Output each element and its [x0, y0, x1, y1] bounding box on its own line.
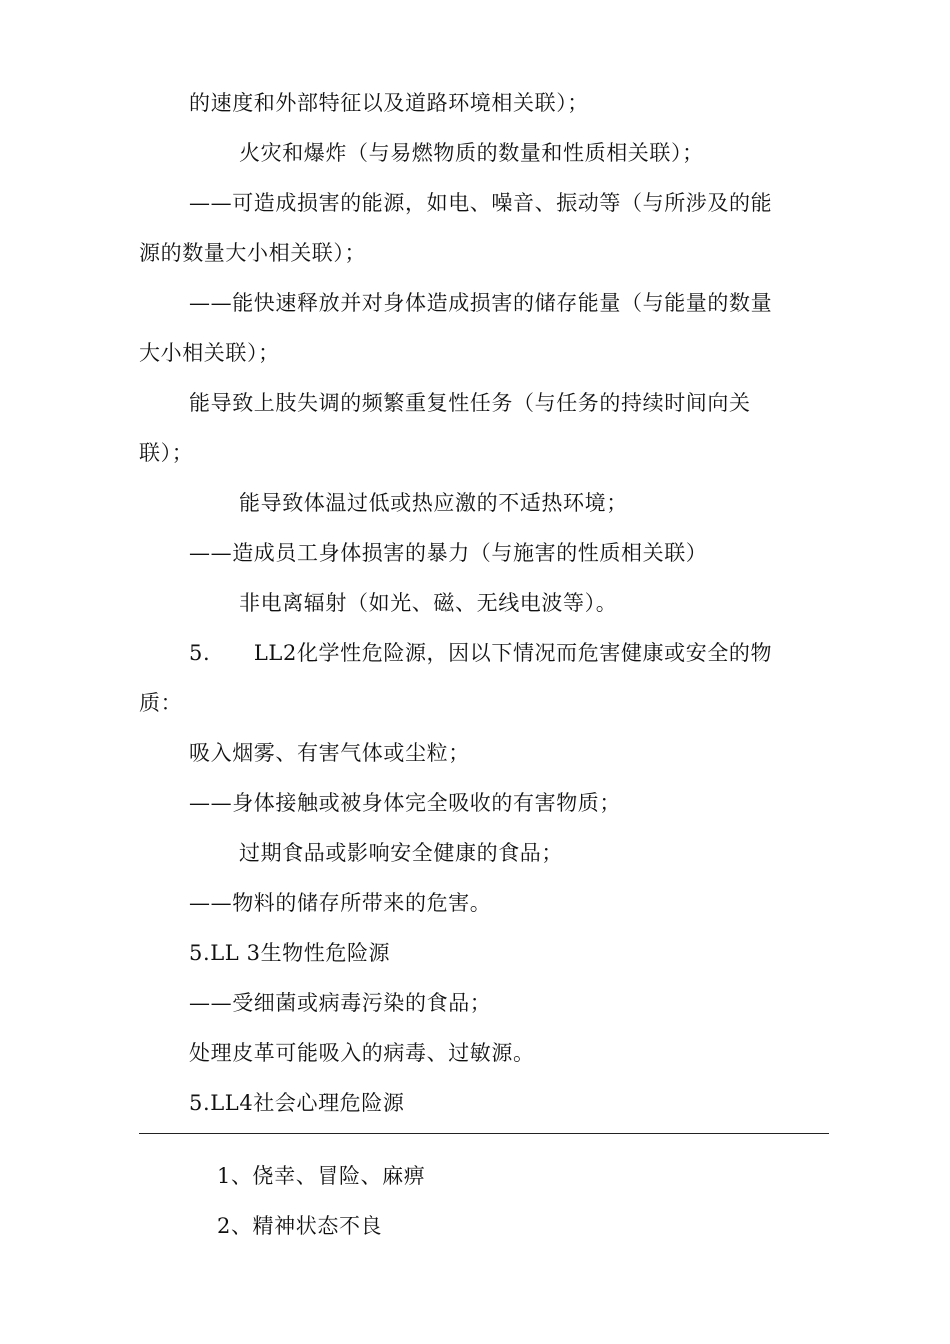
body-line: ——物料的储存所带来的危害。	[189, 891, 492, 915]
footnote-separator	[139, 1133, 829, 1134]
section-heading: 5.LL4社会心理危险源	[189, 1091, 405, 1115]
body-line: 的速度和外部特征以及道路环境相关联）；	[189, 91, 589, 115]
footnote-item: 2、精神状态不良	[217, 1214, 383, 1238]
body-line: 非电离辐射（如光、磁、无线电波等）。	[239, 591, 618, 615]
body-line: 源的数量大小相关联）；	[139, 241, 367, 265]
body-line: 处理皮革可能吸入的病毒、过敏源。	[189, 1041, 535, 1065]
body-line: 联）；	[139, 441, 194, 465]
body-line: 能导致上肢失调的频繁重复性任务（与任务的持续时间向关	[189, 391, 751, 415]
body-line: 火灾和爆炸（与易燃物质的数量和性质相关联）；	[239, 141, 704, 165]
body-line: ——造成员工身体损害的暴力（与施害的性质相关联）	[189, 541, 708, 565]
body-line: ——受细菌或病毒污染的食品；	[189, 991, 492, 1015]
body-line: 能导致体温过低或热应激的不适热环境；	[239, 491, 628, 515]
footnote-item: 1、侥幸、冒险、麻痹	[217, 1164, 426, 1188]
section-heading: 5.LL 3生物性危险源	[189, 941, 391, 965]
body-line: 吸入烟雾、有害气体或尘粒；	[189, 741, 470, 765]
body-line: ——能快速释放并对身体造成损害的储存能量（与能量的数量	[189, 291, 773, 315]
body-line: 质：	[139, 691, 183, 715]
body-line: ——身体接触或被身体完全吸收的有害物质；	[189, 791, 621, 815]
body-line: ——可造成损害的能源，如电、噪音、振动等（与所涉及的能	[189, 191, 773, 215]
body-line: 大小相关联）；	[139, 341, 280, 365]
section-heading: 5. LL2化学性危险源，因以下情况而危害健康或安全的物	[189, 641, 773, 665]
body-line: 过期食品或影响安全健康的食品；	[239, 841, 563, 865]
